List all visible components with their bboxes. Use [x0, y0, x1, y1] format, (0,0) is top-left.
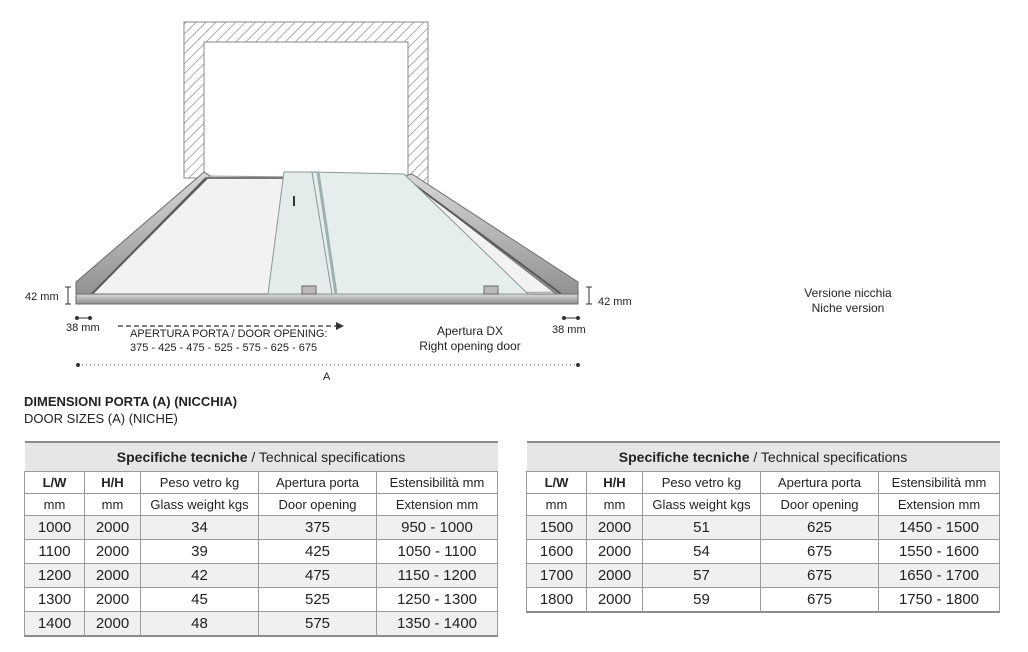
table-row: 1200 2000 42 475 1150 - 1200 — [25, 564, 498, 588]
door-opening-values: 375 - 425 - 475 - 525 - 575 - 625 - 675 — [130, 342, 318, 354]
niche-wall — [184, 22, 428, 186]
table-row: 1700 2000 57 675 1650 - 1700 — [527, 564, 1000, 588]
col-hh: H/H — [587, 472, 643, 494]
spec-table-2 — [526, 441, 1000, 613]
col-lw-unit: mm — [25, 494, 85, 516]
opening-side-it: Apertura DX — [436, 324, 504, 338]
table-row: 1400 2000 48 575 1350 - 1400 — [25, 612, 498, 637]
version-en: Niche version — [811, 301, 885, 315]
col-opening-en: Door opening — [761, 494, 879, 516]
table-row: 1600 2000 54 675 1550 - 1600 — [527, 540, 1000, 564]
col-opening-en: Door opening — [259, 494, 377, 516]
col-opening: Apertura porta — [259, 472, 377, 494]
col-extension: Estensibilità mm — [879, 472, 1000, 494]
version-note — [780, 286, 916, 316]
table-row: 1500 2000 51 625 1450 - 1500 — [527, 516, 1000, 540]
col-extension-en: Extension mm — [879, 494, 1000, 516]
door-sizes-heading — [24, 393, 237, 427]
table-row: 1100 2000 39 425 1050 - 1100 — [25, 540, 498, 564]
col-lw: L/W — [25, 472, 85, 494]
col-weight: Peso vetro kg — [141, 472, 259, 494]
col-lw-unit: mm — [527, 494, 587, 516]
right-width-label: 38 mm — [552, 324, 586, 336]
spec-table-title: Specifiche tecniche / Technical specifications — [527, 442, 1000, 472]
col-extension-en: Extension mm — [377, 494, 498, 516]
right-height-label: 42 mm — [598, 296, 632, 308]
left-width-label: 38 mm — [66, 322, 100, 334]
dimension-a-label: A — [323, 371, 331, 383]
spec-table-1 — [24, 441, 498, 637]
door-sizes-title-it: DIMENSIONI PORTA (A) (NICCHIA) — [24, 394, 238, 409]
col-extension: Estensibilità mm — [377, 472, 498, 494]
opening-side-en: Right opening door — [419, 339, 521, 353]
left-height-label: 42 mm — [25, 291, 59, 303]
door-opening-label: APERTURA PORTA / DOOR OPENING: — [130, 328, 328, 340]
col-hh: H/H — [85, 472, 141, 494]
col-hh-unit: mm — [587, 494, 643, 516]
col-weight: Peso vetro kg — [643, 472, 761, 494]
door-sizes-title-en: DOOR SIZES (A) (NICHE) — [24, 411, 178, 426]
col-hh-unit: mm — [85, 494, 141, 516]
col-lw: L/W — [527, 472, 587, 494]
col-weight-en: Glass weight kgs — [141, 494, 259, 516]
col-weight-en: Glass weight kgs — [643, 494, 761, 516]
col-opening: Apertura porta — [761, 472, 879, 494]
opening-side-note — [410, 324, 530, 354]
version-it: Versione nicchia — [804, 286, 892, 300]
table-row: 1800 2000 59 675 1750 - 1800 — [527, 588, 1000, 613]
spec-table-title: Specifiche tecniche / Technical specifications — [25, 442, 498, 472]
table-row: 1000 2000 34 375 950 - 1000 — [25, 516, 498, 540]
table-row: 1300 2000 45 525 1250 - 1300 — [25, 588, 498, 612]
